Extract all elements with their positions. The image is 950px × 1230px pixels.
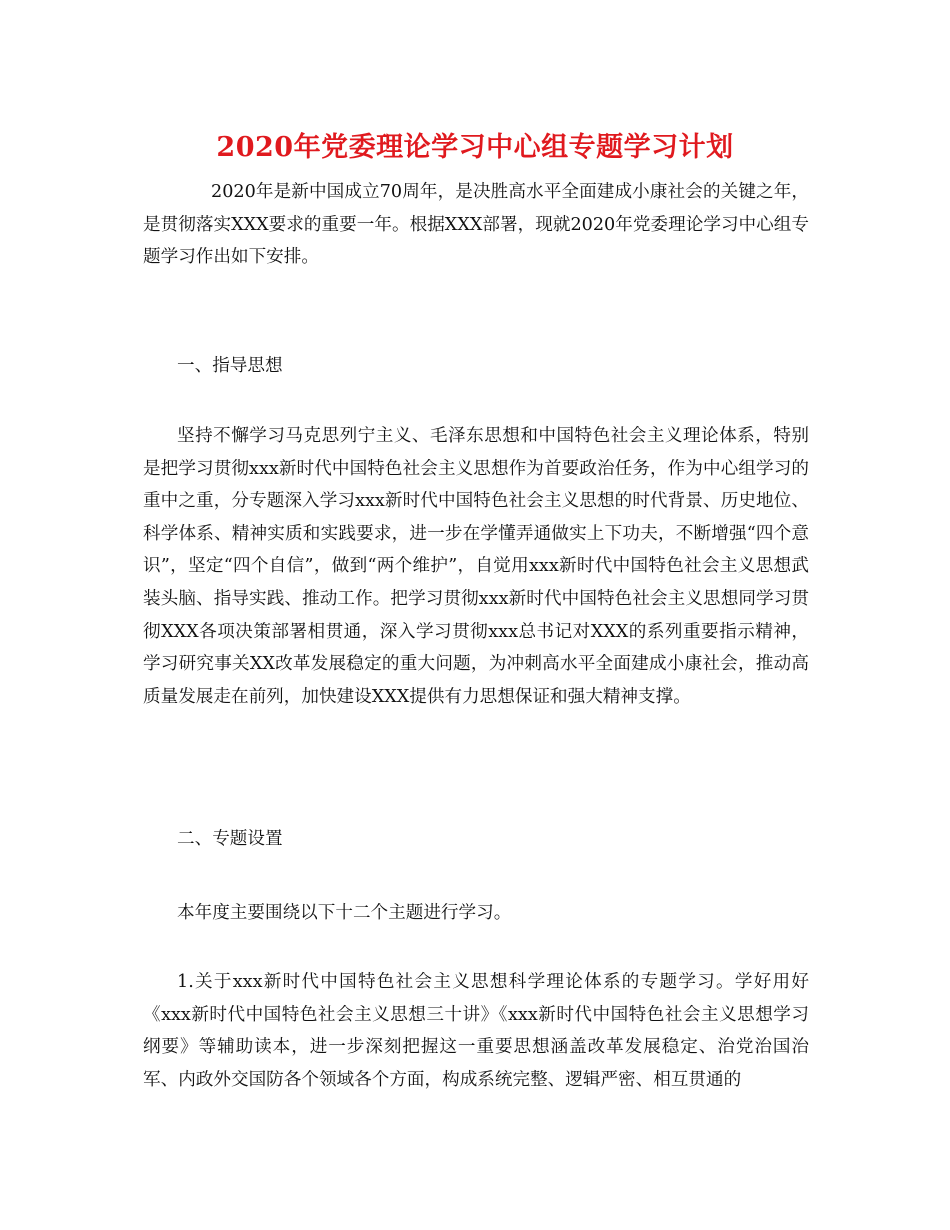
- guiding-ideology-paragraph: 坚持不懈学习马克思列宁主义、毛泽东思想和中国特色社会主义理论体系，特别是把学习贯彻xxx新时代中国特色社会主义思想作为首要政治任务，作为中心组学习的重中之重，分专题深入学习xxx新时代中国特色社会主义思想的时代背景、历史地位、科学体系、精神实质和实践要求，进一步在学懂弄通做实上下功夫，不断增强“四个意识”，坚定“四个自信”，做到“两个维护”，自觉用xxx新时代中国特色社会主义思想武装头脑、指导实践、推动工作。把学习贯彻xxx新时代中国特色社会主义思想同学习贯彻XXX各项决策部署相贯通，深入学习贯彻xxx总书记对XXX的系列重要指示精神，学习研究事关XX改革发展稳定的重大问题，为冲刺高水平全面建成小康社会，推动高质量发展走在前列，加快建设XXX提供有力思想保证和强大精神支撑。: [143, 426, 809, 707]
- intro-paragraph: 2020年是新中国成立70周年，是决胜高水平全面建成小康社会的关键之年，是贯彻落实XXX要求的重要一年。根据XXX部署，现就2020年党委理论学习中心组专题学习作出如下安排。: [143, 182, 809, 268]
- topic-item-1: 1.关于xxx新时代中国特色社会主义思想科学理论体系的专题学习。学好用好《xxx新时代中国特色社会主义思想三十讲》《xxx新时代中国特色社会主义思想学习纲要》等辅助读本，进一步深刻把握这一重要思想涵盖改革发展稳定、治党治国治军、内政外交国防各个领域各个方面，构成系统完整、逻辑严密、相互贯通的: [143, 972, 809, 1090]
- topics-intro-paragraph: 本年度主要围绕以下十二个主题进行学习。: [177, 903, 512, 923]
- section-heading-guiding-ideology: 一、指导思想: [177, 356, 283, 376]
- document-title: 2020年党委理论学习中心组专题学习计划: [216, 132, 734, 163]
- section-heading-topics: 二、专题设置: [177, 829, 283, 849]
